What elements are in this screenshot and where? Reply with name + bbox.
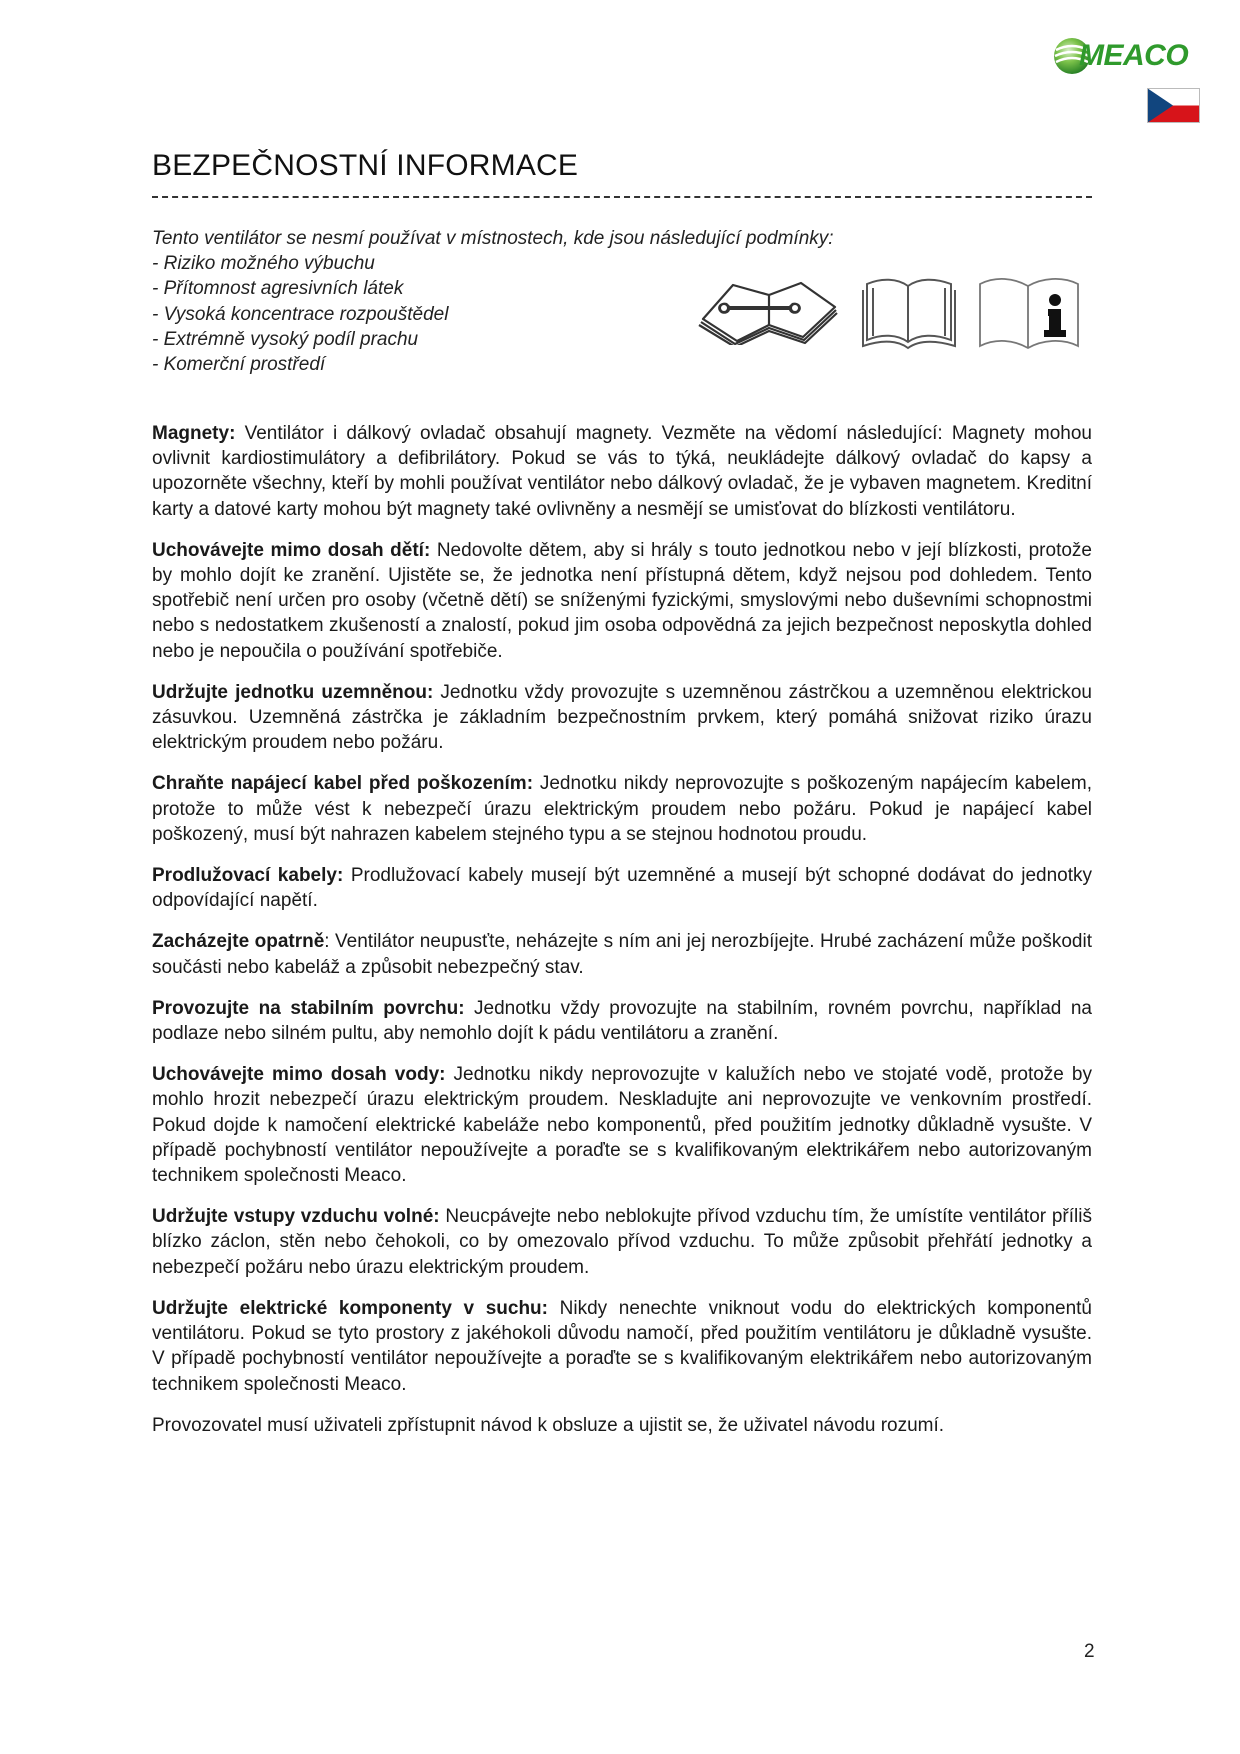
page-title: BEZPEČNOSTNÍ INFORMACE [152,149,579,182]
section-text: Ventilátor i dálkový ovladač obsahují magnety. Vezměte na vědomí následující: Magnety mohou ovlivnit kardiostimulátory a defibrilátory. Pokud se vás to týká, neukládejte dálkový ovladač do kapsy a upozorněte všechny, kteří by mohli používat ventilátor nebo dálkový ovladač, že je vybaven magnetem. Kreditní karty a datové karty mohou být magnety také ovlivněny a nesmějí se umisťovat do blízkosti ventilátoru. [152,423,1092,520]
section-text: Jednotku nikdy neprovozujte s poškozeným napájecím kabelem, protože to může vést k nebezpečí úrazu elektrickým proudem nebo požáru. Pokud je napájecí kabel poškozený, musí být nahrazen kabelem stejného typu a se stejnou hodnotou proudu. [152,773,1093,845]
closing-note: Provozovatel musí uživateli zpřístupnit návod k obsluze a ujistit se, že uživatel návodu rozumí. [152,1414,945,1436]
list-item: - Extrémně vysoký podíl prachu [152,328,419,350]
brand-name: MEACO [1079,39,1189,72]
section-handle-carefully [152,929,1092,979]
section-power-cable [152,771,1092,847]
section-label: Chraňte napájecí kabel před poškozením: [152,773,534,795]
section-text: : Ventilátor neupusťte, neházejte s ním ani jej nerozbíjejte. Hrubé zacházení může poškodit součásti nebo kabeláž a způsobit nebezpečný stav. [152,931,1092,978]
section-text: Jednotku nikdy neprovozujte v kalužích nebo ve stojaté vodě, protože by mohlo hrozit nebezpečí úrazu elektrickým proudem. Neskladujte ani neprovozujte ve venkovním prostředí. Pokud dojde k namočení elektrické kabeláže nebo komponentů, před použitím jednotky důkladně vysušte. V případě pochybností ventilátor nepoužívejte a poraďte se s kvalifikovaným elektrikářem nebo autorizovaným technikem společnosti Meaco. [152,1064,1092,1187]
section-grounding [152,680,1092,756]
section-water [152,1062,1092,1188]
read-manual-icon [859,274,959,353]
section-label: Uchovávejte mimo dosah dětí: [152,539,431,561]
title-divider [152,196,1092,198]
page-number: 2 [1084,1641,1095,1662]
list-item: - Přítomnost agresivních látek [152,278,404,300]
section-dry-components [152,1296,1092,1397]
section-stable-surface [152,996,1092,1046]
information-manual-icon [976,274,1082,353]
section-text: Jednotku vždy provozujte na stabilním, rovném povrchu, například na podlaze nebo silném pultu, aby nemohlo dojít k pádu ventilátoru a zranění. [152,997,1092,1045]
section-children [152,538,1092,664]
section-magnets [152,421,1092,522]
section-label: Zacházejte opatrně [152,931,325,953]
safety-sections [152,421,1092,1438]
section-text: Nikdy nenechte vniknout vodu do elektrických komponentů ventilátoru. Pokud se tyto prostory z jakéhokoli důvodu namočí, před použitím ventilátoru je důkladně vysušte. V případě pochybností ventilátor nepoužívejte a poraďte se s kvalifikovaným elektrikářem nebo autorizovaným technikem společnosti Meaco. [152,1297,1093,1395]
list-item: - Vysoká koncentrace rozpouštědel [152,303,449,325]
service-manual-icon [697,277,839,345]
list-item: - Riziko možného výbuchu [152,253,375,275]
section-label: Udržujte elektrické komponenty v suchu: [152,1297,548,1319]
section-air-inlets [152,1204,1092,1280]
section-text: Prodlužovací kabely musejí být uzemněné a musejí být schopné dodávat do jednotky odpovídající napětí. [152,865,1092,912]
czech-flag-icon [1147,88,1200,123]
section-label: Uchovávejte mimo dosah vody: [152,1064,446,1086]
section-label: Prodlužovací kabely: [152,865,344,887]
section-text: Nedovolte dětem, aby si hrály s touto jednotkou nebo v její blízkosti, protože by mohlo dojít ke zranění. Ujistěte se, že jednotka není přístupná dětem, když nejsou pod dohledem. Tento spotřebič není určen pro osoby (včetně dětí) se sníženými fyzickými, smyslovými nebo duševními schopnostmi nebo s nedostatkem zkušeností a znalostí, pokud jim osoba odpovědná za jejich bezpečnost neposkytla dohled nebo je nepoučila o používání spotřebiče. [152,539,1092,662]
section-extension-cables [152,863,1092,913]
section-label: Magnety: [152,423,236,444]
section-label: Provozujte na stabilním povrchu: [152,997,465,1019]
section-label: Udržujte vstupy vzduchu volné: [152,1206,440,1228]
section-label: Udržujte jednotku uzemněnou: [152,681,434,703]
restrictions-heading: Tento ventilátor se nesmí používat v místnostech, kde jsou následující podmínky: [152,228,834,249]
section-text: Jednotku vždy provozujte s uzemněnou zástrčkou a uzemněnou elektrickou zásuvkou. Uzemněná zástrčka je základním bezpečnostním prvkem, který pomáhá snižovat riziko úrazu elektrickým proudem nebo požáru. [152,681,1092,754]
section-text: Neucpávejte nebo neblokujte přívod vzduchu tím, že umístíte ventilátor příliš blízko záclon, stěn nebo čehokoli, co by omezovalo přívod vzduchu. To může způsobit přehřátí jednotky a nebezpečí požáru nebo úrazu elektrickým proudem. [152,1206,1092,1278]
list-item: - Komerční prostředí [152,354,326,376]
